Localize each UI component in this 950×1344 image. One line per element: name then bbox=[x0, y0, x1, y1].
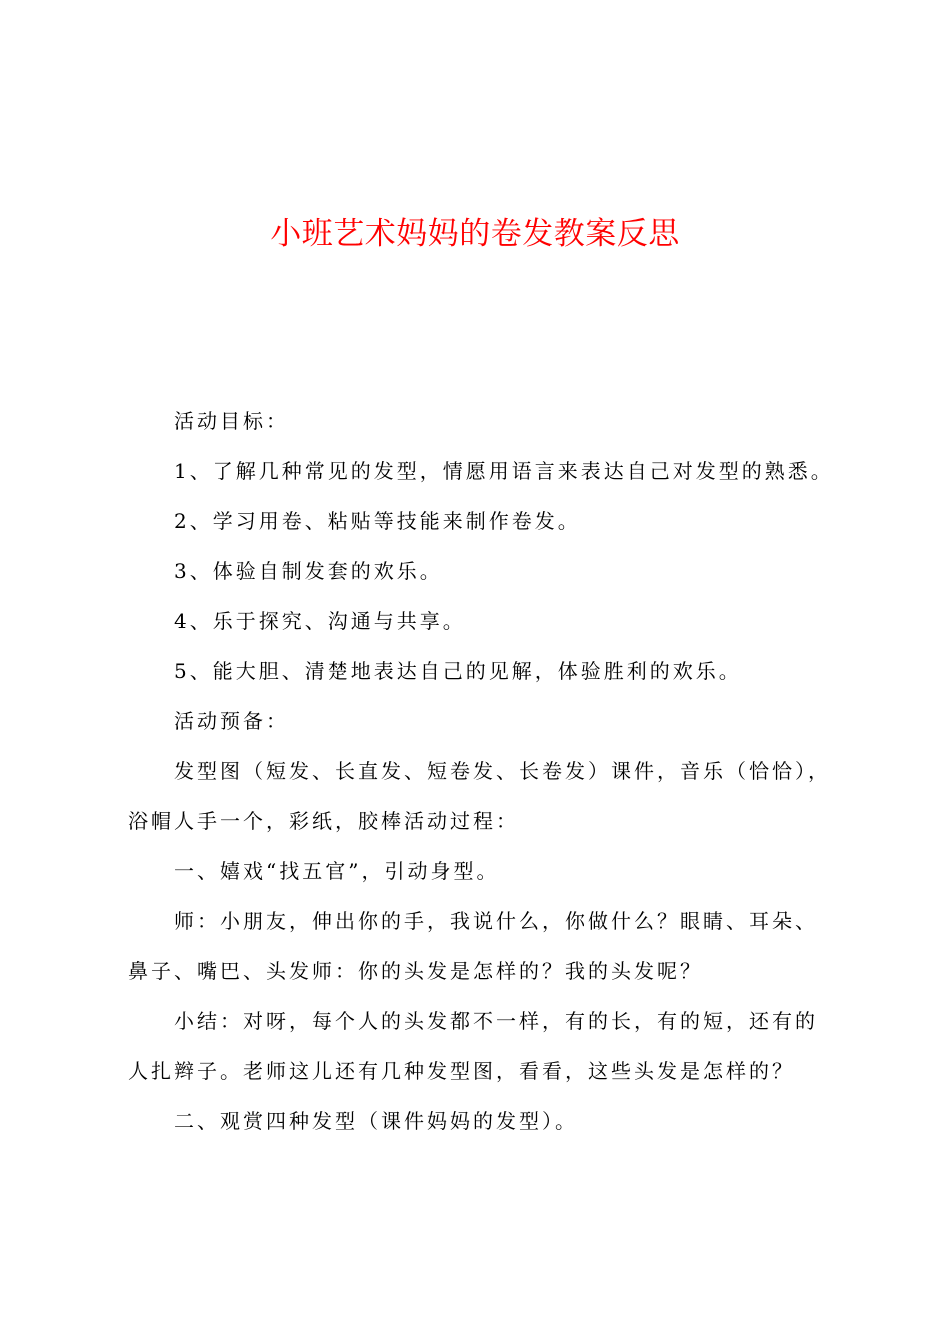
paragraph-activity-goals-heading: 活动目标： bbox=[174, 409, 289, 433]
page-title: 小班艺术妈妈的卷发教案反思 bbox=[270, 216, 680, 252]
paragraph-goal-4: 4、乐于探究、沟通与共享。 bbox=[174, 609, 466, 633]
paragraph-teacher-dialogue: 师：小朋友，伸出你的手，我说什么，你做什么？眼睛、耳朵、鼻子、嘴巴、头发师：你的头发是怎样的？我的头发呢？ bbox=[128, 909, 818, 983]
paragraph-preparation-materials: 发型图（短发、长直发、短卷发、长卷发）课件，音乐（恰恰），浴帽人手一个，彩纸，胶棒活动过程： bbox=[128, 759, 831, 833]
paragraph-summary: 小结：对呀，每个人的头发都不一样，有的长，有的短，还有的人扎辫子。老师这儿还有几种发型图，看看，这些头发是怎样的？ bbox=[128, 1009, 818, 1083]
paragraph-preparation-heading: 活动预备： bbox=[174, 709, 289, 733]
paragraph-goal-1: 1、了解几种常见的发型，情愿用语言来表达自己对发型的熟悉。 bbox=[174, 459, 834, 483]
paragraph-step-1: 一、嬉戏“找五官”，引动身型。 bbox=[174, 859, 500, 883]
document-body bbox=[128, 396, 838, 1146]
paragraph-goal-2: 2、学习用卷、粘贴等技能来制作卷发。 bbox=[174, 509, 581, 533]
paragraph-goal-5: 5、能大胆、清楚地表达自己的见解，体验胜利的欢乐。 bbox=[174, 659, 742, 683]
paragraph-goal-3: 3、体验自制发套的欢乐。 bbox=[174, 559, 443, 583]
paragraph-step-2: 二、观赏四种发型（课件妈妈的发型）。 bbox=[174, 1109, 578, 1133]
